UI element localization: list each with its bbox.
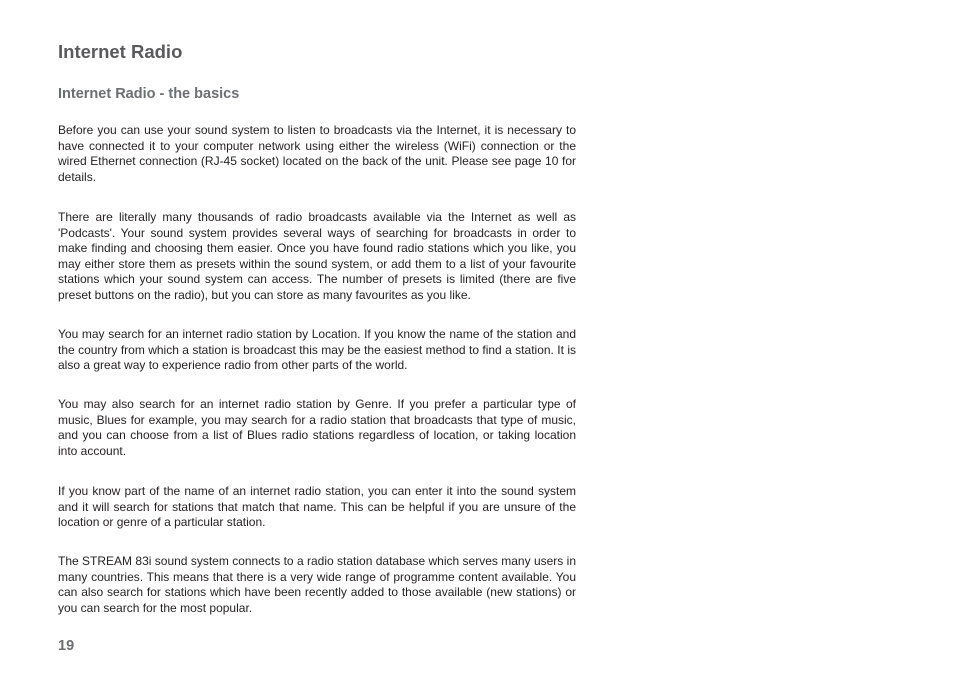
page-number: 19 xyxy=(58,638,75,654)
paragraph-network-connection: Before you can use your sound system to listen to broadcasts via the Internet, it is necessary to have connected it to your computer network using either the wireless (WiFi) connection or the wired Ethernet connection (RJ-45 socket) located on the back of the unit. Please see page 10 for details. xyxy=(58,123,576,184)
paragraph-search-name: If you know part of the name of an internet radio station, you can enter it into the sound system and it will search for stations that match that name. This can be helpful if you are unsure of the location or genre of a particular station. xyxy=(58,484,576,530)
section-heading: Internet Radio - the basics xyxy=(58,86,240,102)
page-title: Internet Radio xyxy=(58,41,183,62)
paragraph-search-location: You may search for an internet radio station by Location. If you know the name of the station and the country from which a station is broadcast this may be the easiest method to find a station. It is also a great way to experience radio from other parts of the world. xyxy=(58,327,576,373)
paragraph-podcasts-presets: There are literally many thousands of radio broadcasts available via the Internet as well as 'Podcasts'. Your sound system provides several ways of searching for broadcasts in order to make finding and choosing them easier. Once you have found radio stations which you like, you may either store them as presets within the sound system, or add them to a list of your favourite stations which your sound system can access. The number of presets is limited (there are five preset buttons on the radio), but you can store as many favourites as you like. xyxy=(58,210,576,302)
paragraph-search-genre: You may also search for an internet radio station by Genre. If you prefer a particular type of music, Blues for example, you may search for a radio station that broadcasts that type of music, and you can choose from a list of Blues radio stations regardless of location, or taking location into account. xyxy=(58,397,576,458)
paragraph-station-database: The STREAM 83i sound system connects to a radio station database which serves many users in many countries. This means that there is a very wide range of programme content available. You can also search for stations which have been recently added to those available (new stations) or you can search for the most popular. xyxy=(58,554,576,615)
